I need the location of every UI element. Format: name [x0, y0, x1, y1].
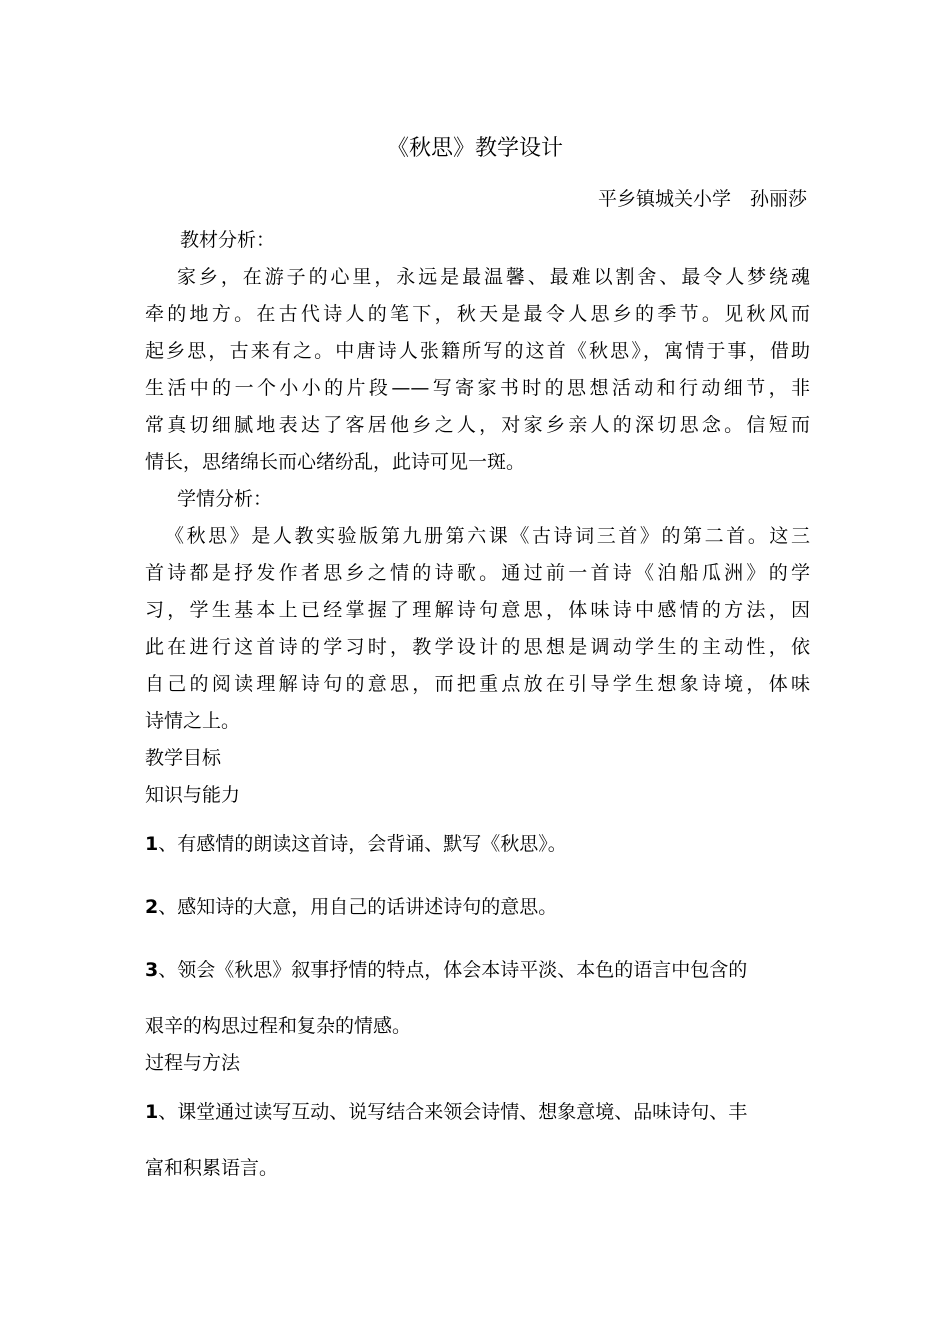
paragraph-line: 家乡，在游子的心里，永远是最温馨、最难以割舍、最令人梦绕魂: [177, 266, 810, 288]
item-text: 、课堂通过读写互动、说写结合来领会诗情、想象意境、品味诗句、丰: [158, 1101, 748, 1123]
paragraph-line: 生活中的一个小小的片段——写寄家书时的思想活动和行动细节，非: [145, 377, 810, 399]
document-body: [145, 222, 810, 1187]
item-number: 1: [145, 833, 159, 855]
section-heading-process: 过程与方法: [145, 1052, 241, 1074]
paragraph-students: [145, 518, 810, 740]
item-text: 、感知诗的大意，用自己的话讲述诗句的意思。: [158, 896, 558, 918]
paragraph-line: 牵的地方。在古代诗人的笔下，秋天是最令人思乡的季节。见秋风而: [145, 303, 810, 325]
item-text: 、有感情的朗读这首诗，会背诵、默写《秋思》。: [158, 833, 567, 855]
item-text: 、领会《秋思》叙事抒情的特点，体会本诗平淡、本色的语言中包含的: [158, 959, 748, 981]
knowledge-item: [145, 952, 810, 989]
item-continuation: 艰辛的构思过程和复杂的情感。: [145, 1015, 412, 1037]
item-number: 2: [145, 896, 159, 918]
item-number: 3: [145, 959, 159, 981]
section-heading-goals: 教学目标: [145, 747, 222, 769]
section-heading-knowledge: 知识与能力: [145, 784, 241, 806]
item-number: 1: [145, 1101, 159, 1123]
paragraph-line: 《秋思》是人教实验版第九册第六课《古诗词三首》的第二首。这三: [165, 525, 810, 547]
paragraph-material: [145, 259, 810, 481]
knowledge-item: [145, 826, 810, 863]
paragraph-line: 首诗都是抒发作者思乡之情的诗歌。通过前一首诗《泊船瓜洲》的学: [145, 562, 810, 584]
paragraph-line: 情长，思绪绵长而心绪纷乱，此诗可见一斑。: [145, 451, 526, 473]
document-author: 平乡镇城关小学 孙丽莎: [597, 188, 807, 210]
document-title: 《秋思》教学设计: [386, 136, 563, 161]
section-heading-students: 学情分析：: [177, 488, 273, 510]
paragraph-line: 诗情之上。: [145, 710, 241, 732]
paragraph-line: 起乡思，古来有之。中唐诗人张籍所写的这首《秋思》，寓情于事，借助: [145, 340, 810, 362]
paragraph-line: 此在进行这首诗的学习时，教学设计的思想是调动学生的主动性，依: [145, 636, 810, 658]
paragraph-line: 自己的阅读理解诗句的意思，而把重点放在引导学生想象诗境，体味: [145, 673, 810, 695]
paragraph-line: 常真切细腻地表达了客居他乡之人，对家乡亲人的深切思念。信短而: [145, 414, 810, 436]
knowledge-item: [145, 889, 810, 926]
paragraph-line: 习，学生基本上已经掌握了理解诗句意思，体味诗中感情的方法，因: [145, 599, 810, 621]
section-heading-material: 教材分析：: [180, 229, 276, 251]
item-continuation: 富和积累语言。: [145, 1157, 279, 1179]
process-item: [145, 1094, 810, 1131]
